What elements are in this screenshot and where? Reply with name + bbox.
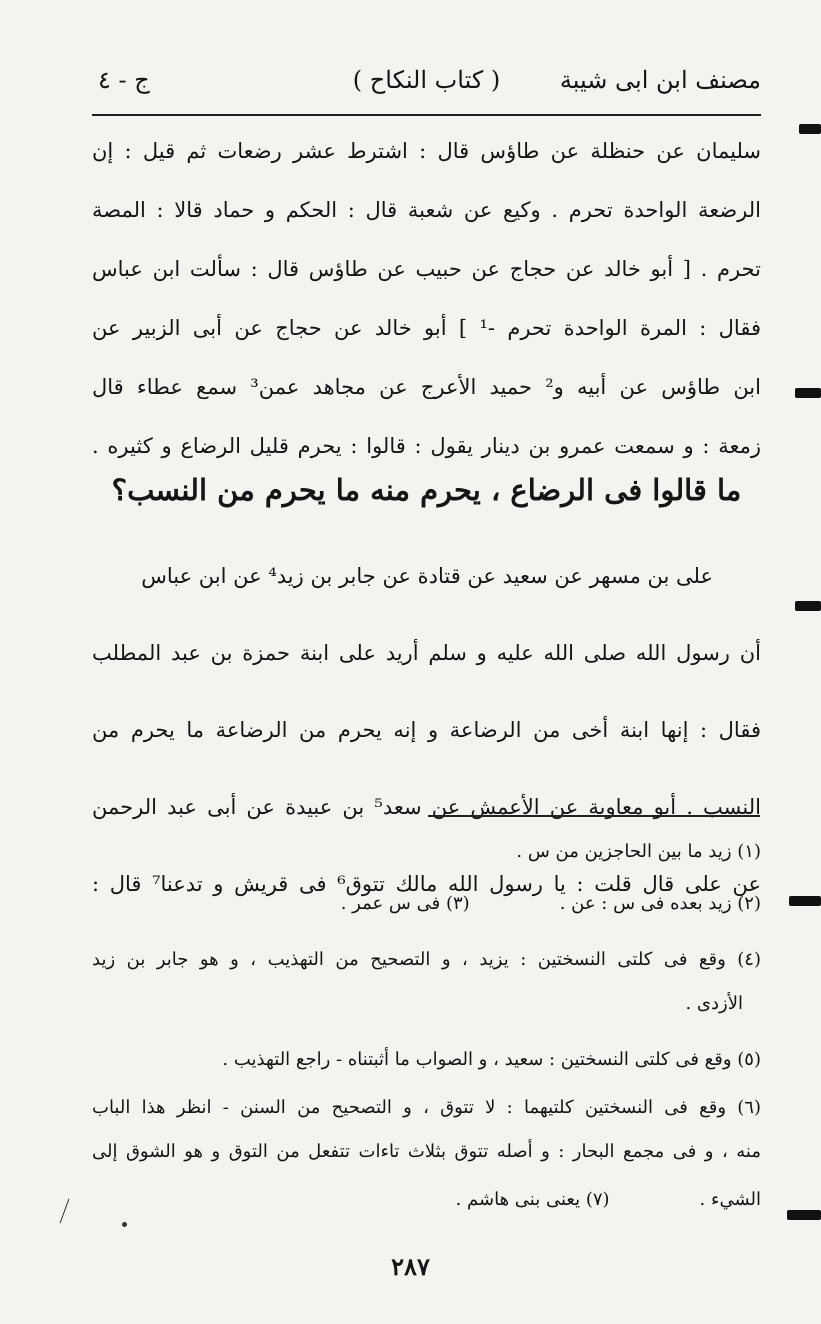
footnote-4-cont: الأزدى .: [685, 993, 743, 1014]
text-line: الرضعة الواحدة تحرم . وكيع عن شعبة قال : الحكم و حماد قالا : المصة: [92, 198, 761, 222]
footnote-rule: [428, 815, 760, 817]
footnote-2: (٢) زيد بعده فى س : عن .: [559, 893, 761, 914]
footnote-5: (٥) وقع فى كلتى النسختين : سعيد ، و الصواب ما أثبتناه - راجع التهذيب .: [222, 1049, 761, 1070]
margin-mark: [795, 388, 821, 398]
scan-speck: [60, 1199, 70, 1224]
book-title: مصنف ابن ابى شيبة: [559, 66, 761, 94]
text-line: أن رسول الله صلى الله عليه و سلم أريد على ابنة حمزة بن عبد المطلب: [92, 641, 761, 665]
text-line: النسب . أبو معاوية عن الأعمش عن سعد⁵ بن عبيدة عن أبى عبد الرحمن: [92, 795, 761, 819]
section-heading: ما قالوا فى الرضاع ، يحرم منه ما يحرم من النسب؟: [111, 473, 742, 507]
text-line: تحرم . [ أبو خالد عن حجاج عن حبيب عن طاؤس قال : سألت ابن عباس: [92, 257, 761, 281]
chapter-title: ( كتاب النكاح ): [352, 66, 501, 94]
page-number: ٢٨٧: [391, 1252, 430, 1281]
footnote-2-3: [92, 878, 761, 930]
footnote-7: (٧) يعنى بنى هاشم .: [455, 1189, 610, 1210]
footnote-6-end: الشيء .: [699, 1189, 761, 1210]
text-line: عن على قال قلت : يا رسول الله مالك تتوق⁶ فى قريش و تدعنا⁷ قال :: [92, 872, 762, 896]
footnote-6-cont: منه ، و فى مجمع البحار : و أصله تتوق بثلاث تاءات تتفعل من التوق و هو الشوق إلى: [92, 1141, 761, 1162]
scan-speck: [122, 1222, 127, 1227]
text-line: فقال : إنها ابنة أخى من الرضاعة و إنه يحرم من الرضاعة ما يحرم من: [92, 718, 761, 742]
running-header: [92, 60, 761, 108]
footnote-3: (٣) فى س عمر .: [340, 893, 470, 914]
volume-label: ج - ٤: [98, 66, 150, 94]
text-line: فقال : المرة الواحدة تحرم -¹ ] أبو خالد عن حجاج عن أبى الزبير عن: [92, 316, 761, 340]
margin-mark: [799, 124, 821, 134]
margin-mark: [795, 601, 821, 611]
margin-mark: [787, 1210, 821, 1220]
footnote-6-7: [92, 1174, 761, 1226]
text-line: زمعة : و سمعت عمرو بن دينار يقول : قالوا : يحرم قليل الرضاع و كثيره .: [92, 434, 761, 458]
header-rule: [92, 114, 761, 116]
footnotes: [92, 826, 761, 1226]
text-line: سليمان عن حنظلة عن طاؤس قال : اشترط عشر رضعات ثم قيل : إن: [92, 139, 761, 163]
footnote-6: (٦) وقع فى النسختين كلتيهما : لا تتوق ، و التصحيح من السنن - انظر هذا الباب: [92, 1097, 761, 1118]
footnote-1: (١) زيد ما بين الحاجزين من س .: [516, 841, 761, 862]
footnote-4: (٤) وقع فى كلتى النسختين : يزيد ، و التصحيح من التهذيب ، و هو جابر بن زيد: [92, 949, 761, 970]
text-block-1: [92, 122, 761, 476]
text-line: ابن طاؤس عن أبيه و² حميد الأعرج عن مجاهد عمن³ سمع عطاء قال: [92, 375, 761, 399]
margin-mark: [789, 896, 821, 906]
text-line: على بن مسهر عن سعيد عن قتادة عن جابر بن زيد⁴ عن ابن عباس: [141, 564, 713, 588]
